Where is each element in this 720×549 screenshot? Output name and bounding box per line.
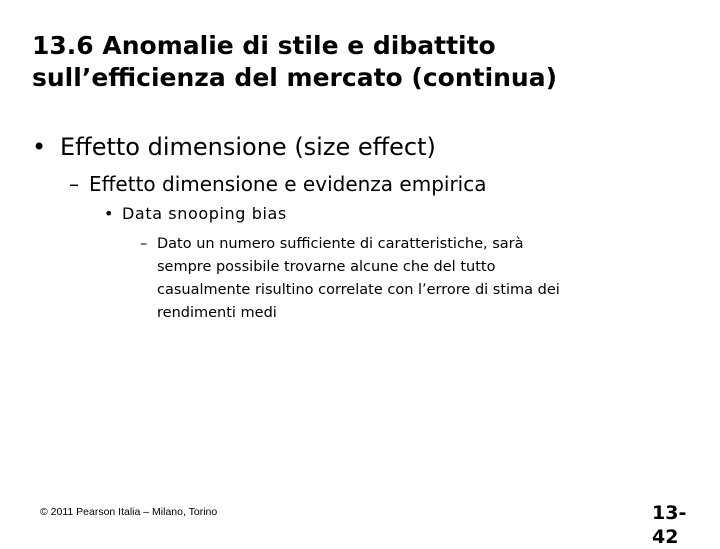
- bullet-dash-icon: –: [69, 172, 79, 196]
- bullet-level-3: [104, 203, 287, 225]
- bullet-text: Effetto dimensione e evidenza empirica: [89, 172, 487, 196]
- bullet-dash-icon: –: [140, 236, 148, 252]
- bullet-text-line: casualmente risultino correlate con l’errore di stima dei: [157, 282, 560, 298]
- slide-title: [32, 30, 692, 94]
- bullet-text: Effetto dimensione (size effect): [60, 133, 436, 161]
- bullet-dot-icon: •: [104, 204, 115, 223]
- slide-title-line: 13.6 Anomalie di stile e dibattito: [32, 31, 496, 60]
- slide-title-line: sull’efficienza del mercato (continua): [32, 63, 558, 92]
- bullet-text-line: rendimenti medi: [157, 305, 277, 321]
- slide-number-line: 42: [652, 526, 679, 548]
- bullet-dot-icon: •: [32, 133, 47, 161]
- bullet-level-4: [140, 233, 680, 325]
- bullet-text-line: Dato un numero sufficiente di caratteristiche, sarà: [157, 236, 524, 252]
- bullet-level-2: [69, 171, 486, 197]
- slide-number-line: 13-: [652, 502, 687, 524]
- bullet-text: Data snooping bias: [122, 204, 287, 223]
- bullet-text-line: sempre possibile trovarne alcune che del tutto: [157, 259, 496, 275]
- slide-number: [652, 501, 712, 549]
- bullet-level-1: [32, 131, 436, 163]
- copyright-footer: © 2011 Pearson Italia – Milano, Torino: [40, 506, 218, 518]
